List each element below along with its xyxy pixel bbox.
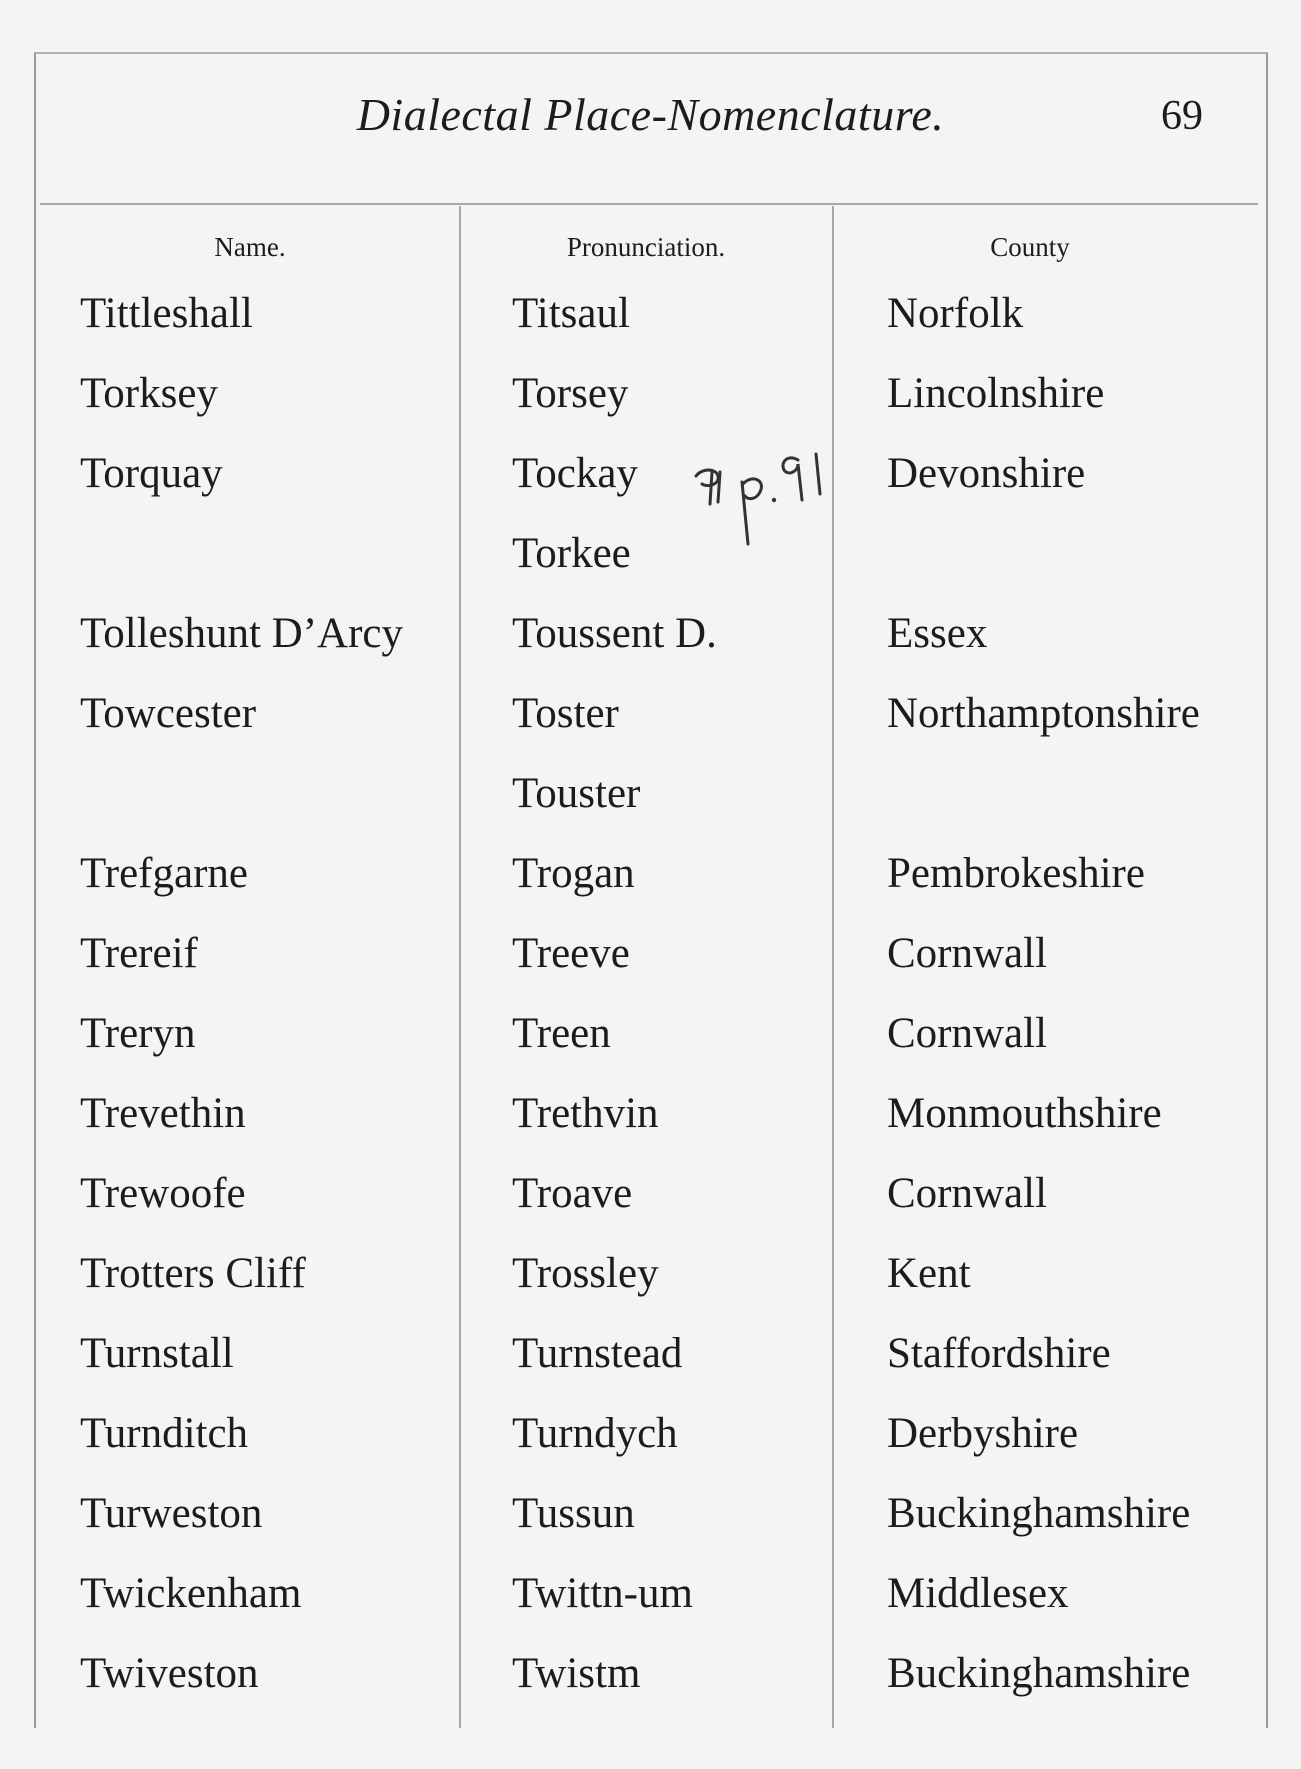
pronunciation: Treeve: [512, 930, 630, 977]
pronunciation: Touster: [512, 770, 641, 817]
place-name: Torksey: [80, 370, 218, 417]
table-row: [0, 366, 1301, 446]
place-name: Trevethin: [80, 1090, 246, 1137]
place-name: Turweston: [80, 1490, 263, 1537]
pronunciation: Troave: [512, 1170, 633, 1217]
place-name: Turnditch: [80, 1410, 249, 1457]
table-row: [0, 1646, 1301, 1726]
header-rule: [40, 203, 1258, 205]
table-row: [0, 286, 1301, 366]
pronunciation: Tussun: [512, 1490, 635, 1537]
county: Northamptonshire: [887, 690, 1200, 737]
place-name: Trefgarne: [80, 850, 248, 897]
pronunciation: Toster: [512, 690, 619, 737]
table-row: [0, 846, 1301, 926]
table-row: [0, 926, 1301, 1006]
county: Lincolnshire: [887, 370, 1105, 417]
table-row: [0, 686, 1301, 766]
pronunciation: Turnstead: [512, 1330, 683, 1377]
county: Derbyshire: [887, 1410, 1079, 1457]
place-name: Trereif: [80, 930, 198, 977]
county: Norfolk: [887, 290, 1024, 337]
county: Essex: [887, 610, 988, 657]
pronunciation: Tockay: [512, 450, 638, 497]
place-name: Turnstall: [80, 1330, 234, 1377]
page-number: 69: [1161, 93, 1203, 139]
pronunciation: Toussent D.: [512, 610, 717, 657]
table-row: [0, 606, 1301, 686]
table-row: [0, 1486, 1301, 1566]
county: Cornwall: [887, 930, 1048, 977]
running-title: Dialectal Place-Nomenclature.: [356, 89, 945, 140]
county: Staffordshire: [887, 1330, 1111, 1377]
pronunciation: Torkee: [512, 530, 631, 577]
handwritten-note: [690, 448, 840, 558]
table-row: [0, 1006, 1301, 1086]
county: Buckinghamshire: [887, 1490, 1191, 1537]
place-name: Twiveston: [80, 1650, 259, 1697]
table-row: [0, 766, 1301, 846]
place-name: Torquay: [80, 450, 223, 497]
column-header-name: Name.: [214, 232, 286, 262]
table-row: [0, 1326, 1301, 1406]
pronunciation: Twistm: [512, 1650, 641, 1697]
county: Devonshire: [887, 450, 1086, 497]
pronunciation: Turndych: [512, 1410, 678, 1457]
table-row: [0, 526, 1301, 606]
county: Pembrokeshire: [887, 850, 1145, 897]
table-row: [0, 1406, 1301, 1486]
pronunciation: Titsaul: [512, 290, 630, 337]
county: Middlesex: [887, 1570, 1069, 1617]
table-row: [0, 446, 1301, 526]
column-header-county: County: [990, 232, 1070, 262]
table-row: [0, 1566, 1301, 1646]
place-name: Trotters Cliff: [80, 1250, 306, 1297]
table-row: [0, 1086, 1301, 1166]
place-name: Trewoofe: [80, 1170, 246, 1217]
place-name-table: [0, 286, 1301, 1726]
table-row: [0, 1166, 1301, 1246]
county: Cornwall: [887, 1170, 1048, 1217]
column-header-pronunciation: Pronunciation.: [566, 232, 726, 262]
pronunciation: Torsey: [512, 370, 629, 417]
county: Monmouthshire: [887, 1090, 1162, 1137]
pronunciation: Trethvin: [512, 1090, 659, 1137]
county: Cornwall: [887, 1010, 1048, 1057]
county: Kent: [887, 1250, 971, 1297]
place-name: Tittleshall: [80, 290, 253, 337]
place-name: Treryn: [80, 1010, 196, 1057]
place-name: Towcester: [80, 690, 257, 737]
place-name: Tolleshunt D’Arcy: [80, 610, 404, 657]
pronunciation: Treen: [512, 1010, 611, 1057]
table-row: [0, 1246, 1301, 1326]
pronunciation: Trogan: [512, 850, 635, 897]
place-name: Twickenham: [80, 1570, 302, 1617]
county: Buckinghamshire: [887, 1650, 1191, 1697]
pronunciation: Trossley: [512, 1250, 659, 1297]
pronunciation: Twittn-um: [512, 1570, 693, 1617]
